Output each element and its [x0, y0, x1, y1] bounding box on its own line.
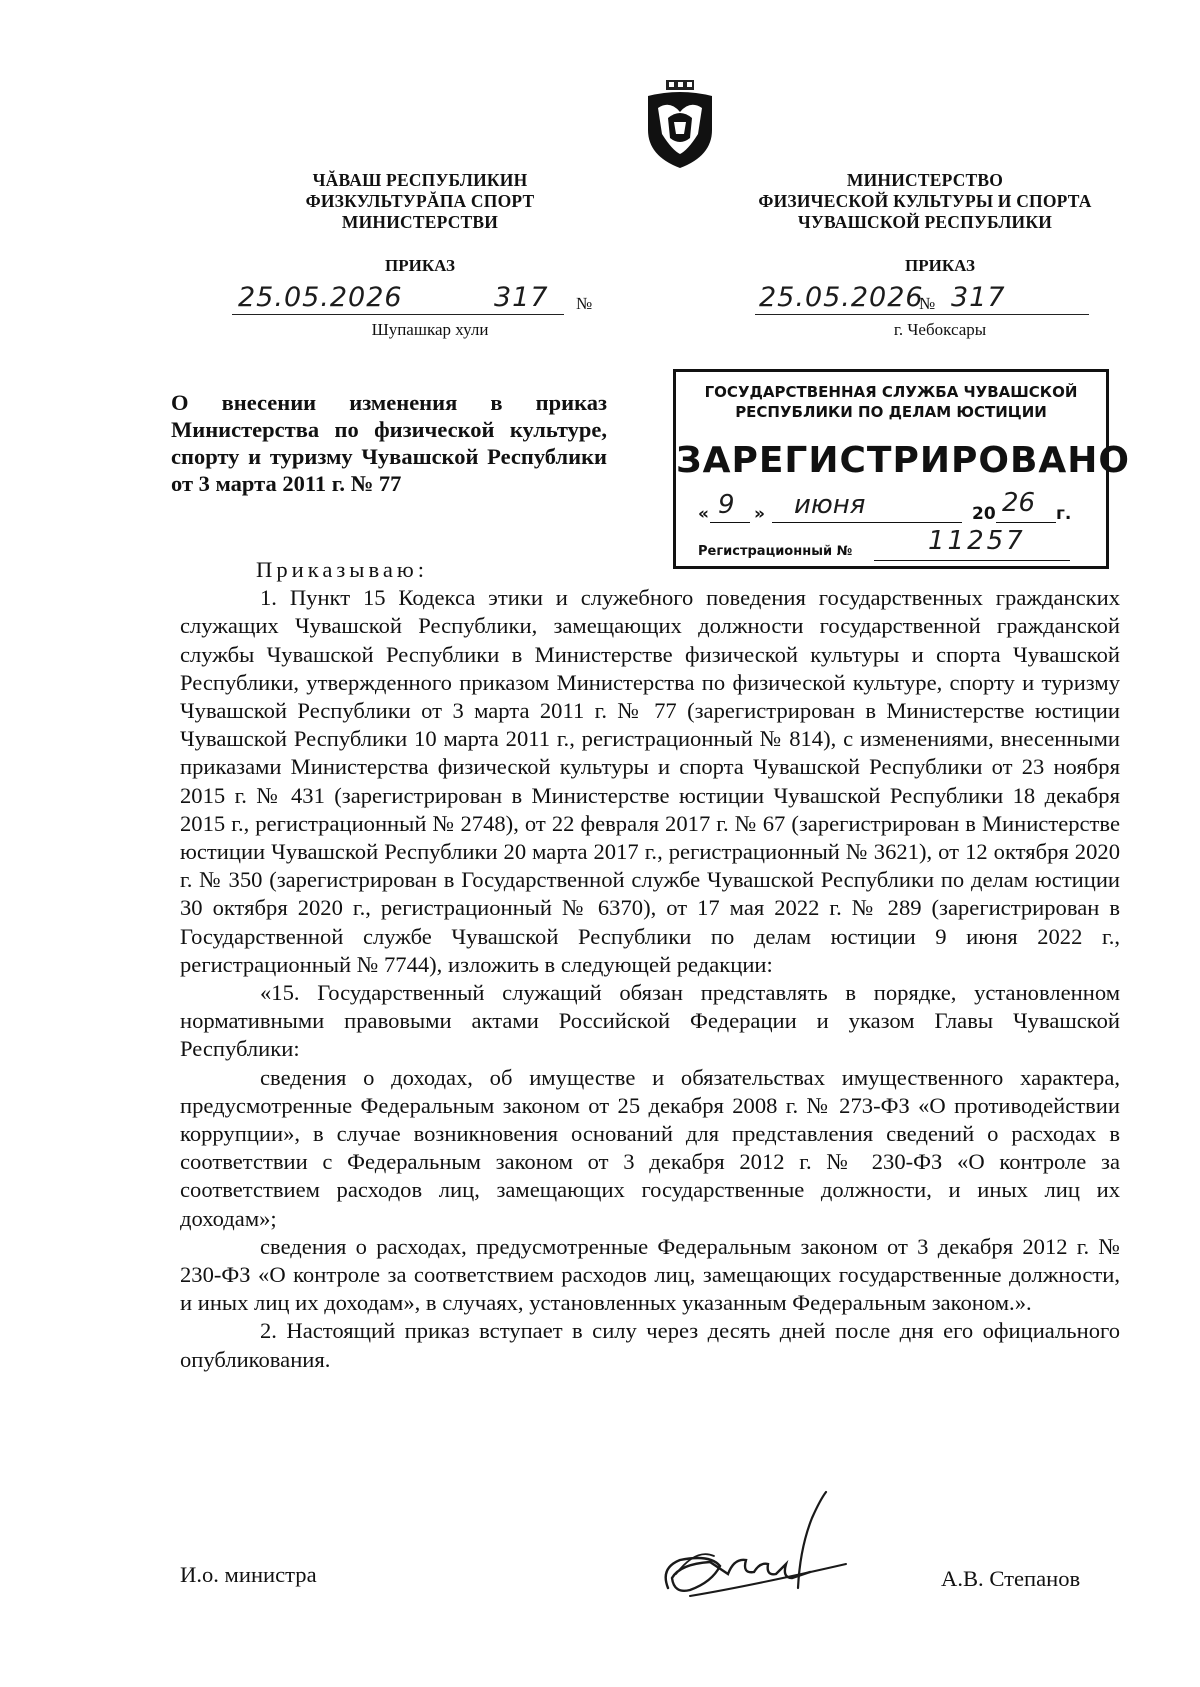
order-intro: Приказываю:	[256, 557, 429, 582]
number-sign-right: №	[919, 294, 936, 313]
handwritten-number-right: 317	[951, 282, 1006, 313]
underline-left	[232, 314, 564, 315]
header-left-line-2: ФИЗКУЛЬТУРĂПА СПОРТ	[305, 191, 535, 211]
prikaz-label-right: ПРИКАЗ	[905, 256, 975, 275]
signatory-name: А.В. Степанов	[941, 1566, 1081, 1591]
stamp-year-prefix: 20	[972, 504, 996, 524]
stamp-quote-close: »	[754, 504, 765, 524]
header-right-line-2: ФИЗИЧЕСКОЙ КУЛЬТУРЫ И СПОРТА	[758, 191, 1092, 211]
header-left-line-3: МИНИСТЕРСТВИ	[341, 212, 499, 232]
stamp-org-line-1: ГОСУДАРСТВЕННАЯ СЛУЖБА ЧУВАШСКОЙ	[704, 383, 1078, 401]
stamp-reg-label: Регистрационный №	[698, 544, 853, 559]
paragraph-quote-15: «15. Государственный служащий обязан представлять в порядке, установленном нормативными правовыми актами Российской Федерации и указом Главы Чувашской Республики:	[180, 980, 1120, 1062]
handwritten-date-left: 25.05.2026	[238, 282, 403, 313]
registration-stamp	[673, 369, 1130, 569]
header-left-ministry-chuvash	[240, 170, 600, 233]
signature-position: И.о. министра	[180, 1562, 317, 1587]
stamp-month-underline	[772, 522, 962, 523]
date-number-line-left	[232, 282, 612, 316]
prikaz-label-left: ПРИКАЗ	[385, 256, 455, 275]
handwritten-number-left: 317	[494, 282, 549, 313]
stamp-year-suffix: 26	[1002, 488, 1036, 518]
document-body	[180, 556, 1120, 1374]
paragraph-income-info: сведения о доходах, об имуществе и обязательствах имущественного характера, предусмотренные Федеральным законом от 25 декабря 2008 г. № 273-ФЗ «О противодействии коррупции», в случае возникновения оснований для представления сведений о расходах в соответствии с Федеральным законом от 3 декабря 2012 г. № 230-ФЗ «О контроле за соответствием расходов лиц, замещающих государственные должности, и иных лиц их доходам»;	[180, 1064, 1120, 1231]
stamp-day-underline	[710, 522, 750, 523]
paragraph-1: 1. Пункт 15 Кодекса этики и служебного поведения государственных гражданских служащих Чувашской Республики, замещающих должности государственной гражданской службы Чувашской Республики в Министерстве физической культуры и спорта Чувашской Республики, утвержденного приказом Министерства по физической культуре, спорту и туризму Чувашской Республики от 3 марта 2011 г. № 77 (зарегистрирован в Министерстве юстиции Чувашской Республики 10 марта 2011 г., регистрационный № 814), с изменениями, внесенными приказами Министерства физической культуры и спорта Чувашской Республики от 23 ноября 2015 г. № 431 (зарегистрирован в Министерстве юстиции Чувашской Республики 18 декабря 2015 г., регистрационный № 2748), от 22 февраля 2017 г. № 67 (зарегистрирован в Министерстве юстиции Чувашской Республики 20 марта 2017 г., регистрационный № 3621), от 12 октября 2020 г. № 350 (зарегистрирован в Государственной службе Чувашской Республики по делам юстиции 30 октября 2020 г., регистрационный № 6370), от 17 мая 2022 г. № 289 (зарегистрирован в Государственной службе Чувашской Республики по делам юстиции 9 июня 2022 г., регистрационный № 7744), изложить в следующей редакции:	[180, 585, 1120, 977]
stamp-reg-number: 11257	[928, 526, 1026, 556]
date-number-line-right	[755, 282, 1095, 316]
stamp-registered-text: ЗАРЕГИСТРИРОВАНО	[676, 440, 1130, 481]
stamp-organization	[676, 382, 1106, 422]
header-left-line-1: ЧĂВАШ РЕСПУБЛИКИН	[312, 170, 528, 190]
place-left: Шупашкар хули	[371, 320, 489, 339]
stamp-quote-open: «	[698, 504, 709, 524]
handwritten-signature	[650, 1478, 850, 1618]
stamp-year-underline	[996, 522, 1056, 523]
stamp-org-line-2: РЕСПУБЛИКИ ПО ДЕЛАМ ЮСТИЦИИ	[735, 403, 1047, 421]
header-right-line-3: ЧУВАШСКОЙ РЕСПУБЛИКИ	[797, 212, 1053, 232]
header-right-ministry-russian	[720, 170, 1130, 233]
paragraph-2: 2. Настоящий приказ вступает в силу через десять дней после дня его официального опубликования.	[180, 1318, 1120, 1372]
stamp-year-end: г.	[1056, 504, 1072, 524]
coat-of-arms-emblem	[638, 78, 722, 170]
document-title: О внесении изменения в приказ Министерства по физической культуре, спорту и туризму Чувашской Республики от 3 марта 2011 г. № 77	[171, 390, 607, 496]
stamp-date-line	[698, 488, 1094, 528]
header-right-line-1: МИНИСТЕРСТВО	[846, 170, 1004, 190]
stamp-day: 9	[718, 490, 735, 520]
paragraph-expense-info: сведения о расходах, предусмотренные Федеральным законом от 3 декабря 2012 г. № 230-ФЗ «О контроле за соответствием расходов лиц, замещающих государственные должности, и иных лиц их доходам», в случаях, установленных указанным Федеральным законом.».	[180, 1233, 1120, 1316]
stamp-month: июня	[794, 490, 866, 520]
handwritten-date-right: 25.05.2026	[759, 282, 924, 313]
place-right: г. Чебоксары	[893, 320, 987, 339]
underline-right	[755, 314, 1089, 315]
number-sign-left: №	[576, 294, 593, 313]
